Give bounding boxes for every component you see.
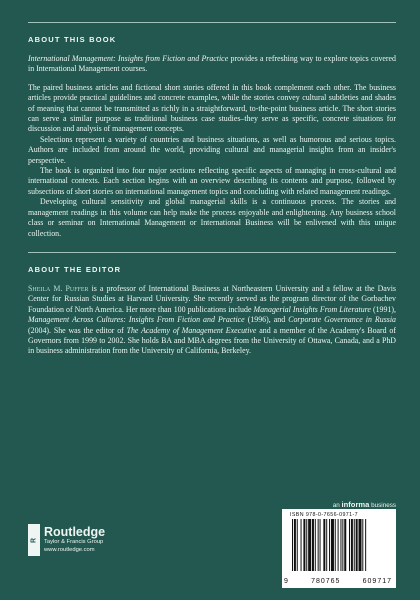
publisher-logo (28, 524, 105, 556)
about-editor-body (28, 284, 396, 357)
barcode-digits-right: 609717 (362, 578, 392, 585)
book-title: Corporate Governance in Russia (288, 315, 396, 325)
publisher-name: Routledge (44, 525, 106, 539)
journal-title: The Academy of Management Executive (126, 325, 257, 335)
about-book-paragraph-3: Selections represent a variety of countries and business situations, as well as humorous and serious topics. Authors are included from around the world, providing cultural and managerial insights from an insider's perspective. (28, 134, 396, 165)
publisher-url: www.routledge.com (44, 546, 95, 553)
barcode-bars (292, 519, 386, 571)
about-book-body (28, 54, 396, 239)
about-book-paragraph-5: Developing cultural sensitivity and global managerial skills is a continuous process. The stories and management readings in this volume can help make the process enjoyable and enlightening. Any business school class or seminar on International Management or International Business will be enlivened with this unique collection. (28, 197, 396, 238)
about-editor-paragraph: Sheila M. Puffer is a professor of International Business at Northeastern University and a fellow at the Davis Center for Russian Studies at Harvard University. She recently served as the program director of the Gorbachev Foundation of North America. Her more than 100 publications include Managerial Insights From Literature (1991), Management Across Cultures: Insights From Fiction and Practice (1996), and Corporate Governance in Russia (2004). She was the editor of The Academy of Management Executive and a member of the Academy's Board of Governors from 1999 to 2002. She holds BA and MBA degrees from the University of Ottawa, Canada, and a PhD in business administration from the University of California, Berkeley. (28, 283, 397, 356)
publisher-group: Taylor & Francis Group (44, 539, 104, 545)
back-cover-content (28, 22, 396, 357)
routledge-logo-icon: R (28, 524, 40, 556)
book-title: International Management: Insights from Fiction and Practice (28, 54, 229, 63)
section-heading-about-book (28, 22, 396, 47)
book-title: Managerial Insights From Literature (253, 304, 371, 314)
about-book-paragraph-1: International Management: Insights from Fiction and Practice provides a refreshing way to explore topics covered in International Management courses. (28, 54, 396, 74)
editor-name: Sheila M. Puffer (28, 283, 89, 293)
informa-business-label: an informa business (332, 500, 396, 509)
book-title: Management Across Cultures: Insights From Fiction and Practice (28, 315, 245, 325)
barcode (282, 509, 396, 588)
about-book-paragraph-4: The book is organized into four major sections reflecting specific aspects of managing in cross-cultural and international contexts. Each section begins with an overview describing its contents and purpose, followed by subsections of short stories on international management topics and concluding with related management readings. (28, 166, 396, 196)
barcode-digits-left: 9 (284, 578, 289, 585)
about-editor-heading: ABOUT THE EDITOR (28, 264, 122, 274)
barcode-digits-mid: 780765 (311, 578, 341, 585)
isbn-label: ISBN 978-0-7656-0971-7 (290, 512, 358, 518)
about-book-heading: ABOUT THIS BOOK (28, 35, 117, 44)
section-heading-about-editor (28, 252, 396, 277)
about-book-paragraph-2: The paired business articles and fictional short stories offered in this book complement each other. The business articles provide practical guidelines and concrete examples, while the stories convey cultural subtleties and shades of meaning that cannot be transmitted as richly in a straightforward, to-the-point business article. The short stories can serve a similar purpose as traditional business case studies–they serve as specific, concrete situations for discussion and analysis of management concepts. (28, 82, 396, 134)
